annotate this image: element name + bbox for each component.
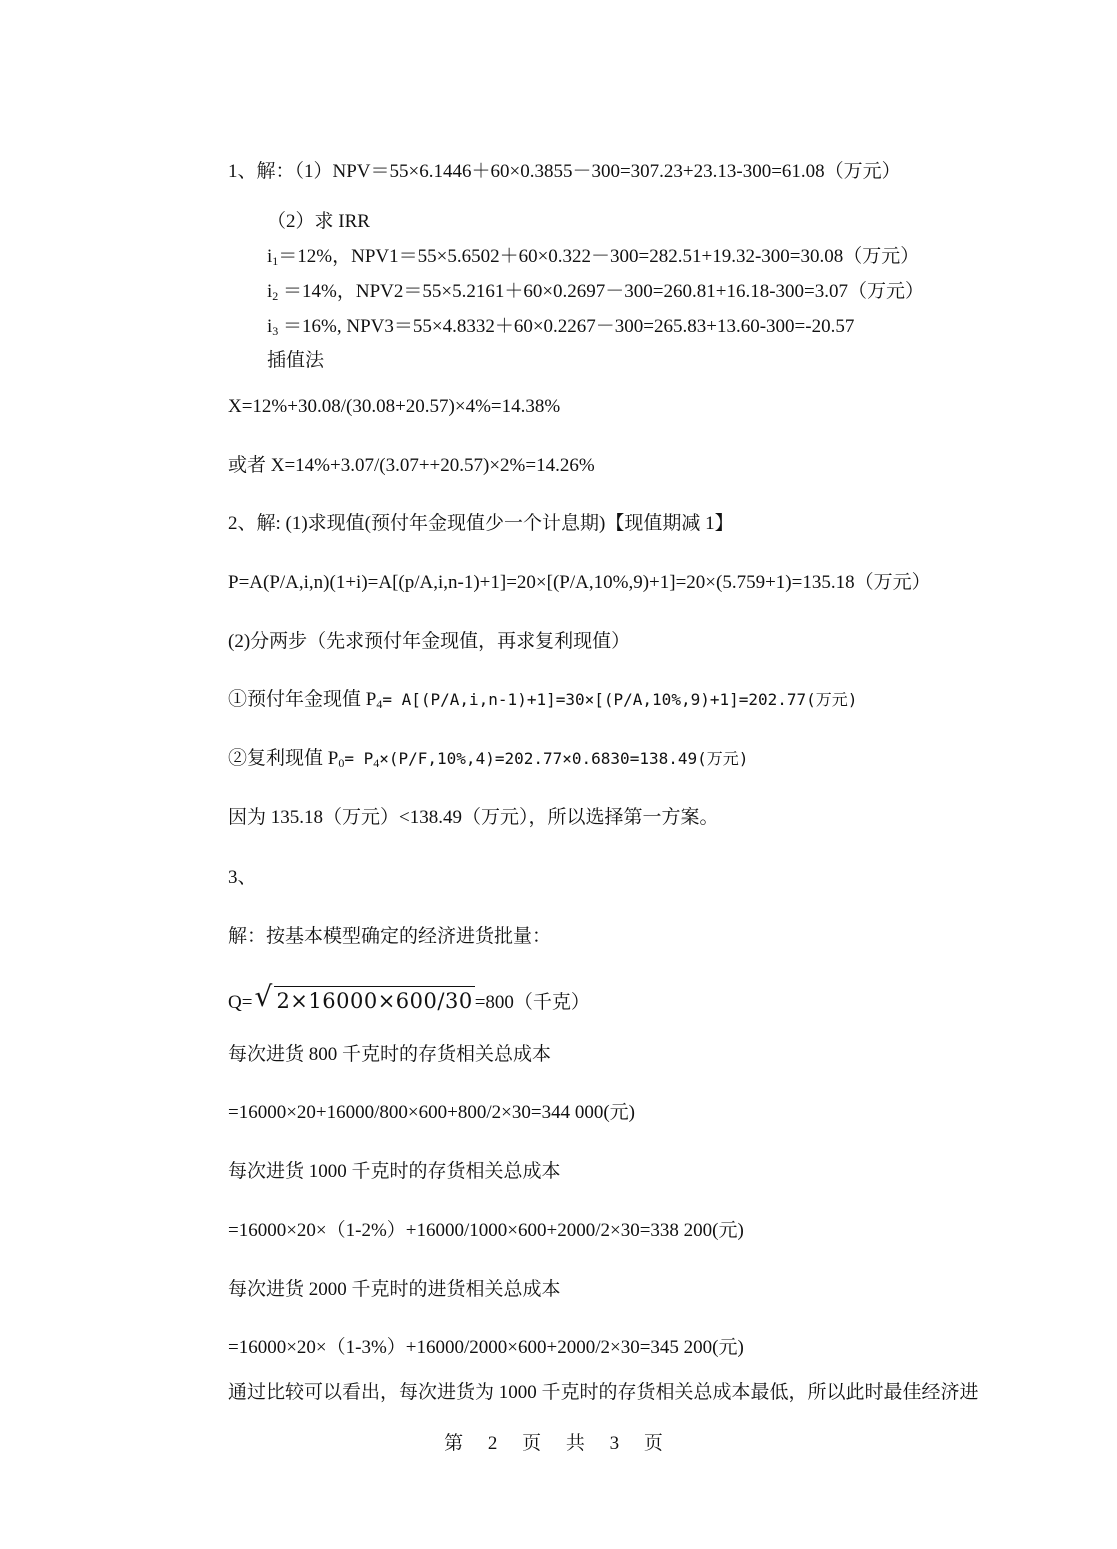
eoq-formula: Q= √ 2×16000×600/30 =800（千克）: [228, 980, 590, 1013]
conclusion-line: 因为 135.18（万元）<138.49（万元），所以选择第一方案。: [228, 807, 719, 828]
cost-1000-formula: =16000×20×（1-2%）+16000/1000×600+2000/2×30=338 200(元): [228, 1220, 744, 1241]
cost-800-formula: =16000×20+16000/800×600+800/2×30=344 000(元): [228, 1102, 635, 1123]
square-root: √ 2×16000×600/30: [254, 980, 473, 1013]
problem-3-heading: 3、: [228, 867, 257, 888]
problem-2-heading: 2、解: (1)求现值(预付年金现值少一个计息期)【现值期减 1】: [228, 513, 734, 534]
present-value-formula: P=A(P/A,i,n)(1+i)=A[(p/A,i,n-1)+1]=20×[(P/A,10%,9)+1]=20×(5.759+1)=135.18（万元）: [228, 572, 931, 593]
interpolation-formula-2: 或者 X=14%+3.07/(3.07++20.57)×2%=14.26%: [228, 455, 595, 476]
interpolation-heading: 插值法: [267, 350, 325, 371]
npv1-line: $i_1=12\%$，NPV1＝55×5.6502＋60×0.322－300=282.51+19.32-300=30.08（万元）: [267, 246, 920, 268]
compound-value-line: ②复利现值 $P_0= P_4\times(P/F,10\%,4)=202.77\times 0.6830=138.49$(万元): [228, 748, 749, 770]
problem-1-npv-line: 1、解：（1）NPV＝55×6.1446＋60×0.3855－300=307.23+23.13-300=61.08（万元）: [228, 161, 901, 182]
comparison-conclusion: 通过比较可以看出，每次进货为 1000 千克时的存货相关总成本最低，所以此时最佳经济进: [228, 1382, 979, 1403]
annuity-due-line: ①预付年金现值 $P_4= A[(P/A,i,n-1)+1]=30\times[(P/A,10\%,9)+1]=202.77$(万元): [228, 689, 858, 711]
irr-heading: （2）求 IRR: [267, 211, 370, 232]
npv3-line: $i_3 =16\%$, NPV3＝55×4.8332＋60×0.2267－300=265.83+13.60-300=-20.57: [267, 316, 855, 338]
two-step-heading: (2)分两步（先求预付年金现值，再求复利现值）: [228, 631, 631, 652]
interpolation-formula-1: X=12%+30.08/(30.08+20.57)×4%=14.38%: [228, 396, 561, 417]
cost-2000-formula: =16000×20×（1-3%）+16000/2000×600+2000/2×30=345 200(元): [228, 1337, 744, 1358]
npv2-line: $i_2 =14\%$，NPV2＝55×5.2161＋60×0.2697－300=260.81+16.18-300=3.07（万元）: [267, 281, 925, 303]
eoq-intro: 解：按基本模型确定的经济进货批量：: [228, 926, 552, 947]
cost-2000-label: 每次进货 2000 千克时的进货相关总成本: [228, 1279, 561, 1300]
cost-1000-label: 每次进货 1000 千克时的存货相关总成本: [228, 1161, 561, 1182]
page-footer: 第 2 页 共 3 页: [444, 1433, 673, 1454]
cost-800-label: 每次进货 800 千克时的存货相关总成本: [228, 1044, 552, 1065]
